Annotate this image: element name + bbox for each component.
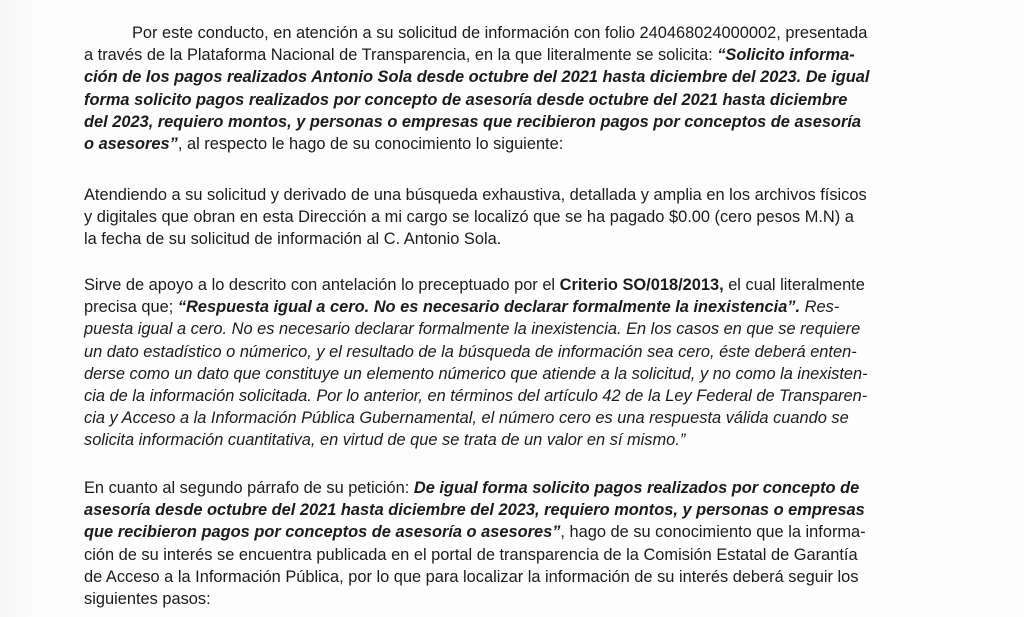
paragraph-line xyxy=(84,296,936,318)
paragraph-line xyxy=(84,477,936,499)
quoted-request: o asesores” xyxy=(84,135,178,154)
text-run: , hago de su conocimiento que la informa- xyxy=(560,523,866,542)
text-run: el cual literalmente xyxy=(723,276,865,294)
page-edge-shadow xyxy=(0,0,40,617)
criterion-text-line: cia y Acceso a la Información Pública Gubernamental, el número cero es una respuesta válida cuando se xyxy=(84,409,849,428)
paragraph-line: de Acceso a la Información Pública, por lo que para localizar la información de su interés deberá seguir los xyxy=(84,567,859,586)
paragraph-line: la fecha de su solicitud de información al C. Antonio Sola. xyxy=(84,230,502,249)
quoted-request: que recibieron pagos por conceptos de asesoría o asesores” xyxy=(84,523,561,542)
text-run: Por este conducto, en atención a su solicitud de información con folio 240468024000002, presentada xyxy=(132,24,868,42)
text-run: , al respecto le hago de su conocimiento lo siguiente: xyxy=(177,135,564,154)
paragraph-line xyxy=(84,44,936,66)
criterion-text-line: solicita información cuantitativa, en virtud de que se trata de un valor en sí mismo.” xyxy=(84,431,686,450)
criterion-text-line: puesta igual a cero. No es necesario declarar formalmente la inexistencia. En los casos en que se requiere xyxy=(84,320,861,339)
paragraph-search-result xyxy=(84,184,936,251)
text-run: precisa que; xyxy=(84,298,178,317)
paragraph-line: Atendiendo a su solicitud y derivado de una búsqueda exhaustiva, detallada y amplia en los archivos físicos xyxy=(84,186,867,204)
criterion-text: Res- xyxy=(800,298,840,317)
text-run: En cuanto al segundo párrafo de su petición: xyxy=(84,479,414,497)
criterion-reference: Criterio SO/018/2013, xyxy=(559,276,724,294)
quoted-request-line: forma solicito pagos realizados por concepto de asesoría desde octubre del 2021 hasta diciembre xyxy=(84,90,848,109)
text-run: Sirve de apoyo a lo descrito con antelación lo preceptuado por el xyxy=(84,276,560,294)
paragraph-line xyxy=(84,22,936,44)
criterion-text-line: un dato estadístico o númerico, y el resultado de la búsqueda de información sea cero, éste deberá enten- xyxy=(84,342,857,361)
quoted-request: “Solicito informa- xyxy=(717,46,855,65)
quoted-request-line: asesoría desde octubre del 2021 hasta diciembre del 2023, requiero montos, y personas o empresas xyxy=(84,501,865,520)
paragraph-line xyxy=(84,274,936,296)
paragraph-line: y digitales que obran en esta Dirección a mi cargo se localizó que se ha pagado $0.00 (cero pesos M.N) a xyxy=(84,208,854,227)
paragraph-line xyxy=(84,133,936,155)
quoted-request-line: ción de los pagos realizados Antonio Sola desde octubre del 2021 hasta diciembre del 2023. De igual xyxy=(84,68,870,87)
quoted-request-line: del 2023, requiero montos, y personas o empresas que recibieron pagos por conceptos de asesoría xyxy=(84,112,861,131)
paragraph-request xyxy=(84,22,936,155)
text-run: a través de la Plataforma Nacional de Transparencia, en la que literalmente se solicita: xyxy=(84,46,718,65)
paragraph-line xyxy=(84,521,936,543)
quoted-request: De igual forma solicito pagos realizados por concepto de xyxy=(413,479,860,497)
paragraph-criterion xyxy=(84,274,936,452)
criterion-text-line: cia de la información solicitada. Por lo anterior, en términos del artículo 42 de la Ley Federal de Transparen- xyxy=(84,387,868,406)
paragraph-line: ción de su interés se encuentra publicada en el portal de transparencia de la Comisión Estatal de Garantía xyxy=(84,545,858,564)
criterion-title: “Respuesta igual a cero. No es necesario declarar formalmente la inexistencia”. xyxy=(177,298,801,317)
paragraph-line: siguientes pasos: xyxy=(84,590,211,609)
paragraph-second-request xyxy=(84,477,936,610)
criterion-text-line: derse como un dato que constituye un elemento númerico que atiende a la solicitud, y no como la inexisten- xyxy=(84,364,868,383)
